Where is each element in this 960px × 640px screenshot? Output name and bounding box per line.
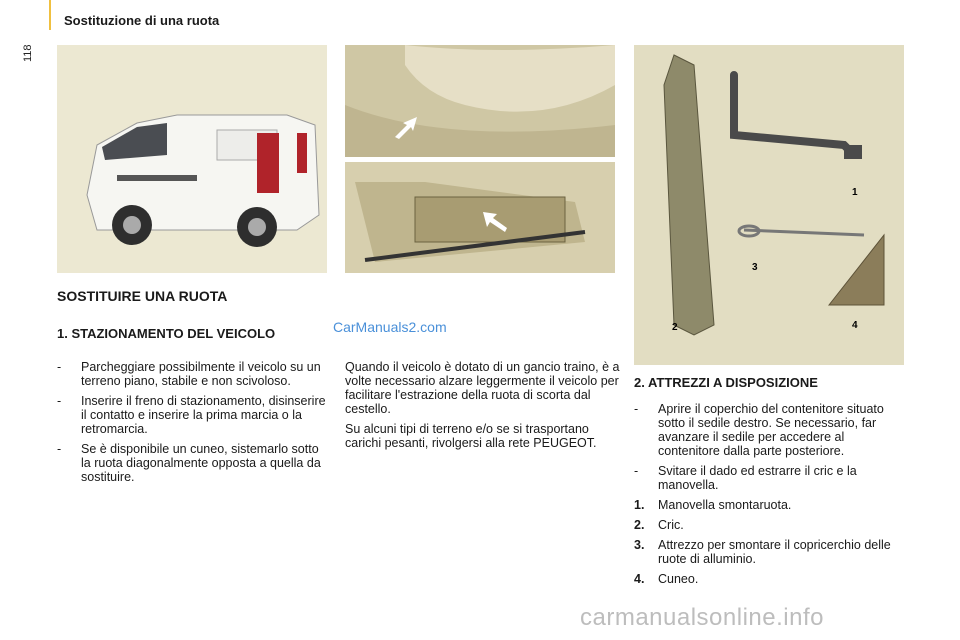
tool-label-3: 3 — [752, 262, 758, 273]
tool-number: 3. — [634, 538, 645, 552]
tool-number: 4. — [634, 572, 645, 586]
paragraph: Su alcuni tipi di terreno e/o se si trasportano carichi pesanti, rivolgersi alla rete PEUGEOT. — [345, 422, 597, 450]
list-item: - Parcheggiare possibilmente il veicolo su un terreno piano, stabile e non scivoloso. — [57, 360, 321, 388]
list-item: - Aprire il coperchio del contenitore situato sotto il sedile destro. Se necessario, far avanzare il sedile per accedere al contenitore dalla parte posteriore. — [634, 402, 884, 458]
tool-number: 1. — [634, 498, 645, 512]
section-header: Sostituzione di una ruota — [64, 13, 220, 28]
list-item: - Se è disponibile un cuneo, sistemarlo sotto la ruota diagonalmente opposta a quella da sostituire. — [57, 442, 321, 484]
tool-item — [634, 518, 909, 532]
tool-label-4: 4 — [852, 320, 858, 331]
tool-item — [634, 572, 909, 586]
section2-title: 2. ATTREZZI A DISPOSIZIONE — [634, 375, 818, 390]
tool-label-2: 2 — [672, 322, 678, 333]
tool-text: Cuneo. — [658, 572, 699, 586]
section1-notes — [345, 360, 620, 456]
section1-title: 1. STAZIONAMENTO DEL VEICOLO — [57, 326, 276, 341]
list-item-text: Inserire il freno di stazionamento, disinserire il contatto e inserire la prima marcia o la retromarcia. — [81, 394, 326, 436]
tool-number: 2. — [634, 518, 645, 532]
tool-item — [634, 538, 909, 566]
section-accent-line — [49, 0, 51, 30]
page-number: 118 — [22, 44, 34, 62]
list-item-text: Aprire il coperchio del contenitore situato sotto il sedile destro. Se necessario, far avanzare il sedile per accedere al contenitore dalla parte posteriore. — [658, 402, 884, 458]
section1-list — [57, 360, 327, 490]
tool-text: Manovella smontaruota. — [658, 498, 792, 512]
van-photo — [57, 45, 327, 273]
paragraph: Quando il veicolo è dotato di un gancio traino, è a volte necessario alzare leggermente il veicolo per facilitare l'estrazione della ruota di scorta dal cestello. — [345, 360, 620, 416]
inline-watermark: CarManuals2.com — [333, 319, 447, 335]
section2-list — [634, 402, 909, 592]
seat-photo-top — [345, 45, 615, 157]
tools-photo — [634, 45, 904, 365]
list-item: - Inserire il freno di stazionamento, disinserire il contatto e inserire la prima marcia o la retromarcia. — [57, 394, 326, 436]
list-item: - Svitare il dado ed estrarre il cric e la manovella. — [634, 464, 857, 492]
list-item-text: Parcheggiare possibilmente il veicolo su un terreno piano, stabile e non scivoloso. — [81, 360, 321, 388]
main-title: SOSTITUIRE UNA RUOTA — [57, 288, 228, 304]
seat-photo-bottom — [345, 162, 615, 273]
tool-label-1: 1 — [852, 187, 858, 198]
tool-text: Attrezzo per smontare il copricerchio delle ruote di alluminio. — [658, 538, 891, 566]
footer-watermark: carmanualsonline.info — [580, 604, 824, 631]
list-item-text: Se è disponibile un cuneo, sistemarlo sotto la ruota diagonalmente opposta a quella da sostituire. — [81, 442, 321, 484]
tool-text: Cric. — [658, 518, 684, 532]
list-item-text: Svitare il dado ed estrarre il cric e la manovella. — [658, 464, 857, 492]
tool-item — [634, 498, 909, 512]
